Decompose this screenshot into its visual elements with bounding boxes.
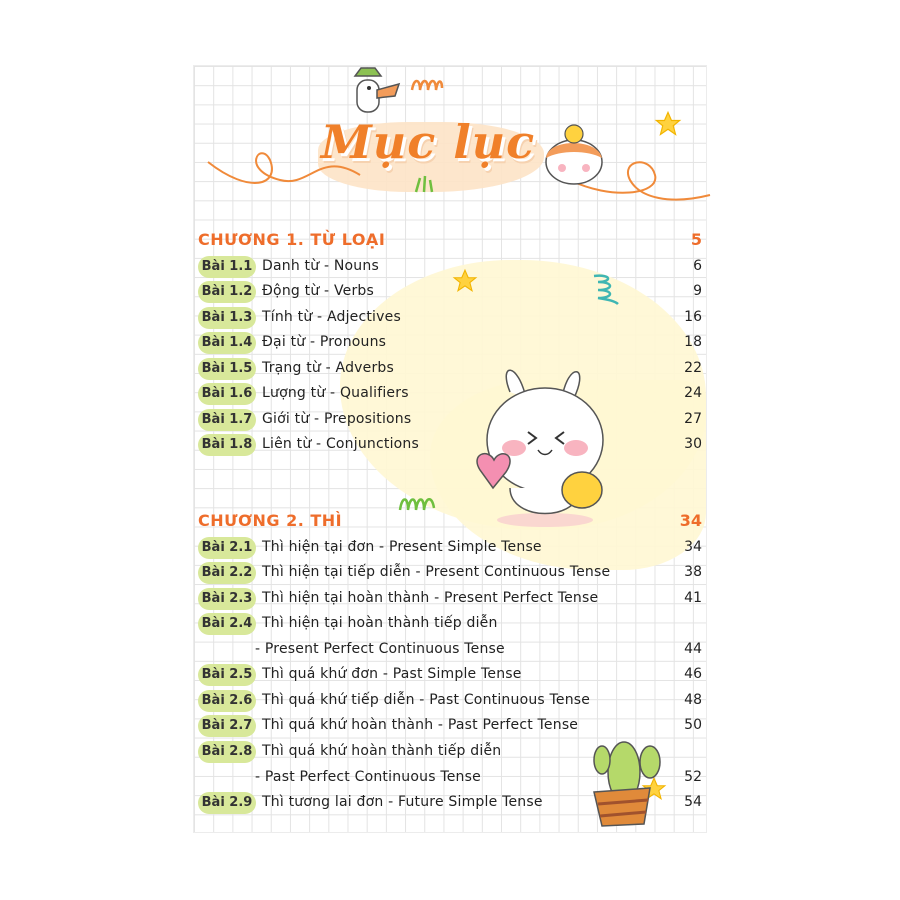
- lesson-page: 9: [693, 283, 702, 299]
- lesson-page: 27: [684, 411, 702, 427]
- lesson-badge: Bài 2.6: [198, 690, 256, 712]
- chapter-heading: [198, 230, 704, 254]
- lesson-title: Thì hiện tại tiếp diễn - Present Continuous Tense: [262, 564, 611, 580]
- lesson-badge: Bài 2.4: [198, 613, 256, 635]
- lesson-page: 22: [684, 360, 702, 376]
- lesson-title: Lượng từ - Qualifiers: [262, 385, 409, 401]
- lesson-page: 44: [684, 641, 702, 657]
- lesson-title: - Past Perfect Continuous Tense: [255, 769, 481, 785]
- lesson-title: Thì hiện tại đơn - Present Simple Tense: [262, 539, 542, 555]
- lesson-title: Thì quá khứ đơn - Past Simple Tense: [262, 666, 522, 682]
- lesson-title: Thì quá khứ hoàn thành tiếp diễn: [262, 743, 502, 759]
- lesson-page: 41: [684, 590, 702, 606]
- toc-row: [198, 588, 704, 610]
- chick-cat-icon: [538, 118, 610, 188]
- lesson-badge: Bài 2.5: [198, 664, 256, 686]
- lesson-badge: Bài 2.3: [198, 588, 256, 610]
- toc-row: [198, 256, 704, 278]
- lesson-title: Thì quá khứ tiếp diễn - Past Continuous Tense: [262, 692, 591, 708]
- coil-icon: [410, 78, 444, 94]
- lesson-title: Thì hiện tại hoàn thành - Present Perfect Tense: [262, 590, 599, 606]
- lesson-badge: Bài 1.5: [198, 358, 256, 380]
- lesson-page: 52: [684, 769, 702, 785]
- toc-row: [198, 792, 704, 814]
- lesson-badge: Bài 1.8: [198, 434, 256, 456]
- chapter-title: CHƯƠNG 2. THÌ: [198, 511, 343, 530]
- lesson-page: 48: [684, 692, 702, 708]
- chapter-page: 5: [690, 230, 702, 249]
- lesson-page: 46: [684, 666, 702, 682]
- lesson-badge: Bài 1.6: [198, 383, 256, 405]
- lesson-title: Thì quá khứ hoàn thành - Past Perfect Tense: [262, 717, 579, 733]
- lesson-badge: Bài 2.8: [198, 741, 256, 763]
- toc-row: [198, 409, 704, 431]
- lesson-badge: Bài 2.7: [198, 715, 256, 737]
- toc-row: [198, 664, 704, 686]
- chapter-page: 34: [679, 511, 702, 530]
- lesson-title: Đại từ - Pronouns: [262, 334, 387, 350]
- lesson-title: - Present Perfect Continuous Tense: [255, 641, 505, 657]
- lesson-page: 50: [684, 717, 702, 733]
- page-title: Mục lục: [320, 115, 536, 169]
- toc-row: [198, 434, 704, 456]
- lesson-title: Giới từ - Prepositions: [262, 411, 412, 427]
- toc-row: [198, 537, 704, 559]
- lesson-badge: Bài 2.9: [198, 792, 256, 814]
- grass-icon: [412, 174, 438, 194]
- lesson-title: Trạng từ - Adverbs: [262, 360, 395, 376]
- lesson-badge: Bài 1.3: [198, 307, 256, 329]
- lesson-title: Danh từ - Nouns: [262, 258, 379, 274]
- lesson-badge: Bài 2.1: [198, 537, 256, 559]
- lesson-page: 54: [684, 794, 702, 810]
- toc-row: [198, 690, 704, 712]
- toc-row: [198, 307, 704, 329]
- lesson-page: 16: [684, 309, 702, 325]
- lesson-page: 18: [684, 334, 702, 350]
- lesson-title: Thì tương lai đơn - Future Simple Tense: [262, 794, 543, 810]
- lesson-title: Thì hiện tại hoàn thành tiếp diễn: [262, 615, 498, 631]
- star-icon: [654, 110, 682, 138]
- chapter-title: CHƯƠNG 1. TỪ LOẠI: [198, 230, 386, 249]
- toc-row: [198, 562, 704, 584]
- toc-row: [198, 281, 704, 303]
- duck-icon: [345, 66, 405, 116]
- lesson-badge: Bài 1.4: [198, 332, 256, 354]
- lesson-page: 6: [693, 258, 702, 274]
- lesson-page: 34: [684, 539, 702, 555]
- lesson-badge: Bài 1.7: [198, 409, 256, 431]
- lesson-title: Liên từ - Conjunctions: [262, 436, 419, 452]
- toc-row: [198, 383, 704, 405]
- lesson-title: Động từ - Verbs: [262, 283, 374, 299]
- toc-row: [198, 715, 704, 737]
- toc-row: [198, 332, 704, 354]
- lesson-page: 38: [684, 564, 702, 580]
- toc-row: [198, 358, 704, 380]
- lesson-badge: Bài 2.2: [198, 562, 256, 584]
- toc-row-continuation: [198, 767, 704, 789]
- lesson-badge: Bài 1.1: [198, 256, 256, 278]
- chapter-heading: [198, 511, 704, 535]
- lesson-page: 24: [684, 385, 702, 401]
- lesson-badge: Bài 1.2: [198, 281, 256, 303]
- lesson-title: Tính từ - Adjectives: [262, 309, 401, 325]
- toc-row-continuation: [198, 639, 704, 661]
- toc-row: [198, 741, 704, 763]
- toc-row: [198, 613, 704, 635]
- lesson-page: 30: [684, 436, 702, 452]
